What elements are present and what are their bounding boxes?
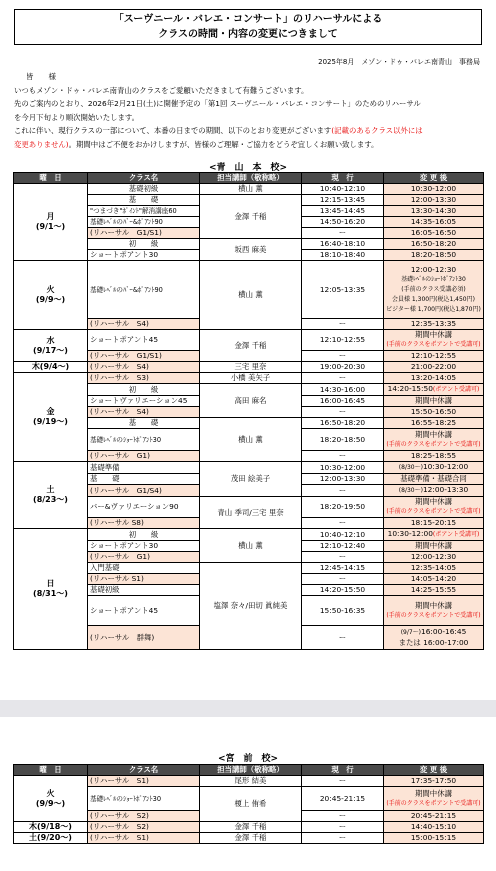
- table-header-row: [14, 765, 484, 776]
- table-cell: 期間中休講 (手前のクラスをポアントで受講可): [384, 497, 484, 518]
- table-cell: 12:10-12:55: [302, 330, 384, 351]
- notice-body: [14, 84, 482, 151]
- table-cell: 13:30-14:30: [384, 206, 484, 217]
- day-cell-wed: 水 (9/17～): [14, 330, 88, 362]
- header-class: クラス名: [88, 173, 200, 184]
- table-cell: (リハーサル S3): [88, 373, 200, 384]
- table-cell: 金澤 千稲: [200, 330, 302, 362]
- table-cell: ー: [302, 574, 384, 585]
- table-row: [14, 184, 484, 195]
- table-cell: 14:35-16:05: [384, 217, 484, 228]
- table-cell: (リハーサル S4): [88, 407, 200, 418]
- table-cell: 15:00-15:15: [384, 833, 484, 844]
- table-cell: ー: [302, 811, 384, 822]
- table-cell: 基礎ﾚﾍﾞﾙのﾊﾞｰ&ﾎﾟｱﾝﾄ90: [88, 217, 200, 228]
- tue-shortpointe-cell: 12:00-12:30 基礎ﾚﾍﾞﾙのｼｮｰﾄﾎﾟｱﾝﾄ30 (手前のクラス受講必須) 会員様 1,300円(税込1,450円) ビジター様 1,700円(税込1,870円): [384, 261, 484, 319]
- table-cell: ー: [302, 407, 384, 418]
- table-cell: 期間中休講: [384, 541, 484, 552]
- table-cell: 基礎初級: [88, 585, 200, 596]
- table-row: [14, 373, 484, 384]
- table-cell: 12:10-12:55: [384, 351, 484, 362]
- table-row: [14, 462, 484, 474]
- day-cell-thu: 木(9/4～): [14, 362, 88, 373]
- table-cell: 20:45-21:15: [384, 811, 484, 822]
- table-cell: 12:35-14:05: [384, 563, 484, 574]
- table-cell: (8/30～)12:00-13:30: [384, 485, 484, 497]
- table-cell: (リハーサル S1): [88, 574, 200, 585]
- table-cell: 15:50-16:35: [302, 596, 384, 626]
- table-cell: 青山 季司/三宅 里奈: [200, 497, 302, 529]
- table-cell: (リハーサル G1): [88, 451, 200, 462]
- table-cell: ショートポアント30: [88, 250, 200, 261]
- body-note-red: (記載のあるクラス以外には: [331, 126, 423, 136]
- day-cell-mon: 月 (9/1～): [14, 184, 88, 261]
- day-cell-sat: 土 (8/23～): [14, 462, 88, 529]
- table-cell: 10:40-12:10: [302, 529, 384, 541]
- body-line-3: を今月下旬より順次開始いたします。: [14, 112, 140, 122]
- table-cell: ー: [302, 373, 384, 384]
- table-cell: 18:25-18:55: [384, 451, 484, 462]
- table-cell: 期間中休講 (手前のクラスをポアントで受講可): [384, 330, 484, 351]
- table-cell: 基 礎: [88, 418, 200, 429]
- table-cell: ー: [302, 626, 384, 650]
- table-cell: 三宅 里奈: [200, 362, 302, 373]
- table-cell: (リハーサル S4): [88, 319, 200, 330]
- day-cell-tue: 火 (9/9～): [14, 261, 88, 330]
- table-cell: 14:25-15:55: [384, 585, 484, 596]
- header-current: 現 行: [302, 173, 384, 184]
- table-cell: 12:00-12:30: [384, 552, 484, 563]
- table-cell: 横山 薫: [200, 529, 302, 563]
- table-cell: 塩澤 奈々/田切 眞純美: [200, 563, 302, 650]
- table-cell: 18:10-18:40: [302, 250, 384, 261]
- table-cell: 19:00-20:30: [302, 362, 384, 373]
- miyamae-schedule-table: [13, 764, 484, 844]
- table-cell: "つまづき"ﾎﾟｲﾝﾄ"解消講座60: [88, 206, 200, 217]
- table-cell: 基礎初級: [88, 184, 200, 195]
- table-cell: (リハーサル S8): [88, 518, 200, 529]
- table-cell: 基礎ﾚﾍﾞﾙのﾊﾞｰ&ﾎﾟｱﾝﾄ90: [88, 261, 200, 319]
- table-cell: 期間中休講 (手前のクラスをポアントで受講可): [384, 596, 484, 626]
- table-cell: 20:45-21:15: [302, 787, 384, 811]
- table-cell: 12:05-13:35: [302, 261, 384, 319]
- table-cell: 金澤 千稲: [200, 822, 302, 833]
- body-note-red-2: 変更ありません): [14, 139, 69, 149]
- table-cell: 初 級: [88, 384, 200, 396]
- table-cell: (リハーサル 群舞): [88, 626, 200, 650]
- table-row: [14, 833, 484, 844]
- body-line-5: 変更ありません)。期間中はご不便をおかけしますが、皆様のご理解・ご協力をどうぞ宜しくお願い致します。: [14, 139, 379, 149]
- table-cell: 茂田 絵美子: [200, 462, 302, 497]
- table-cell: 金澤 千稲: [200, 833, 302, 844]
- table-cell: バー&ヴァリエーション90: [88, 497, 200, 518]
- table-cell: 14:20-15:50(ポアント受講可): [384, 384, 484, 396]
- school-heading-miyamae: <宮 前 校>: [217, 754, 279, 764]
- header-cell: 現 行: [302, 765, 384, 776]
- table-cell: 13:20-14:05: [384, 373, 484, 384]
- table-cell: 期間中休講 (手前のクラスをポアントで受講可): [384, 429, 484, 451]
- table-cell: 12:10-12:40: [302, 541, 384, 552]
- body-line-4: これに伴い、現行クラスの一部について、本番の日までの期間、以下のとおり変更がございます(記載のあるクラス以外には: [14, 126, 423, 136]
- table-cell: ショートヴァリエーション45: [88, 396, 200, 407]
- table-cell: 基 礎: [88, 474, 200, 485]
- table-cell: 14:50-16:20: [302, 217, 384, 228]
- table-cell: ー: [302, 351, 384, 362]
- table-cell: 横山 薫: [200, 261, 302, 330]
- table-cell: 坂西 麻美: [200, 239, 302, 261]
- header-cell: クラス名: [88, 765, 200, 776]
- table-cell: 初 級: [88, 239, 200, 250]
- table-cell: 小橋 美矢子: [200, 373, 302, 384]
- body-line-1: いつもメゾン・ドゥ・バレエ南青山のクラスをご愛顧いただきまして有難うございます。: [14, 86, 309, 95]
- header-cell: 担当講師（敬称略）: [200, 765, 302, 776]
- table-row: [14, 330, 484, 351]
- table-header-row: [14, 173, 484, 184]
- day-cell-fri: 金 (9/19～): [14, 373, 88, 462]
- aoyama-schedule-table: [13, 172, 484, 650]
- table-cell: 21:00-22:00: [384, 362, 484, 373]
- table-cell: 12:00-13:30: [302, 474, 384, 485]
- table-cell: 10:30-12:00: [384, 184, 484, 195]
- table-row: [14, 362, 484, 373]
- table-cell: 12:15-13:45: [302, 195, 384, 206]
- table-cell: (リハーサル S4): [88, 362, 200, 373]
- table-cell: 横山 薫: [200, 184, 302, 195]
- header-teacher: 担当講師（敬称略）: [200, 173, 302, 184]
- issuer-line: 2025年8月 メゾン・ドゥ・バレエ南青山 事務局: [318, 58, 480, 66]
- header-cell: 変 更 後: [384, 765, 484, 776]
- table-cell: ー: [302, 822, 384, 833]
- table-cell: 18:20-18:50: [384, 250, 484, 261]
- table-cell: 基礎準備: [88, 462, 200, 474]
- table-cell: (リハーサル G1): [88, 552, 200, 563]
- table-cell: 14:40-15:10: [384, 822, 484, 833]
- table-cell: 12:35-13:35: [384, 319, 484, 330]
- table-row: [14, 261, 484, 319]
- day-cell-miyamae-tue: 火 (9/9～): [14, 776, 88, 822]
- table-cell: 18:20-18:50: [302, 429, 384, 451]
- table-cell: 18:20-19:50: [302, 497, 384, 518]
- table-cell: 16:05-16:50: [384, 228, 484, 239]
- table-cell: 10:40-12:10: [302, 184, 384, 195]
- day-cell-sun: 日 (8/31～): [14, 529, 88, 650]
- table-cell: 榎上 侑希: [200, 787, 302, 822]
- table-cell: 基礎ﾚﾍﾞﾙのｼｮｰﾄﾎﾟｱﾝﾄ30: [88, 429, 200, 451]
- table-cell: 期間中休講: [384, 396, 484, 407]
- table-cell: (リハーサル G1/S4): [88, 485, 200, 497]
- table-cell: 基 礎: [88, 195, 200, 206]
- table-cell: ショートポアント45: [88, 596, 200, 626]
- table-row: [14, 776, 484, 787]
- table-cell: ー: [302, 485, 384, 497]
- table-cell: ー: [302, 776, 384, 787]
- table-cell: 横山 薫: [200, 418, 302, 462]
- table-cell: 16:00-16:45: [302, 396, 384, 407]
- school-heading-aoyama: <青 山 本 校>: [208, 163, 288, 173]
- table-row: [14, 529, 484, 541]
- table-cell: 10:30-12:00(ポアント受講可): [384, 529, 484, 541]
- table-cell: 13:45-14:45: [302, 206, 384, 217]
- header-cell: 曜 日: [14, 765, 88, 776]
- table-cell: (リハーサル S1): [88, 833, 200, 844]
- table-cell: 16:50-18:20: [302, 418, 384, 429]
- table-cell: 12:00-13:30: [384, 195, 484, 206]
- table-cell: 15:50-16:50: [384, 407, 484, 418]
- table-cell: 基礎ﾚﾍﾞﾙのｼｮｰﾄﾎﾟｱﾝﾄ30: [88, 787, 200, 811]
- greeting: 皆 様: [26, 72, 56, 81]
- table-cell: 期間中休講 (手前のクラスをポアントで受講可): [384, 787, 484, 811]
- table-cell: (リハーサル S1): [88, 776, 200, 787]
- table-cell: ー: [302, 552, 384, 563]
- table-cell: 17:35-17:50: [384, 776, 484, 787]
- document-page-2: [0, 717, 496, 871]
- table-cell: 16:50-18:20: [384, 239, 484, 250]
- table-cell: 16:55-18:25: [384, 418, 484, 429]
- table-cell: (9/7～)16:00-16:45 または 16:00-17:00: [384, 626, 484, 650]
- title-line-1: 「スーヴニール・バレエ・コンサート」のリハーサルによる: [113, 14, 383, 25]
- table-cell: 14:30-16:00: [302, 384, 384, 396]
- table-cell: ー: [302, 451, 384, 462]
- table-cell: 尾形 結美: [200, 776, 302, 787]
- table-cell: (リハーサル S2): [88, 822, 200, 833]
- table-cell: 高田 麻名: [200, 384, 302, 418]
- table-cell: (リハーサル G1/S1): [88, 351, 200, 362]
- header-changed: 変 更 後: [384, 173, 484, 184]
- table-cell: 入門基礎: [88, 563, 200, 574]
- table-cell: ショートポアント45: [88, 330, 200, 351]
- table-cell: 18:15-20:15: [384, 518, 484, 529]
- table-cell: ー: [302, 518, 384, 529]
- table-cell: 16:40-18:10: [302, 239, 384, 250]
- table-cell: 初 級: [88, 529, 200, 541]
- table-cell: (8/30～)10:30-12:00: [384, 462, 484, 474]
- table-cell: ー: [302, 228, 384, 239]
- table-cell: 12:45-14:15: [302, 563, 384, 574]
- table-cell: 14:20-15:50: [302, 585, 384, 596]
- body-line-2: 先のご案内のとおり、2026年2月21日(土)に開催予定の「第1回 スーヴニール・バレエ・コンサート」のためのリハーサル: [14, 99, 421, 109]
- table-cell: ショートポアント30: [88, 541, 200, 552]
- header-day: 曜 日: [14, 173, 88, 184]
- table-cell: 10:30-12:00: [302, 462, 384, 474]
- table-row: [14, 822, 484, 833]
- table-cell: 土(9/20～): [14, 833, 88, 844]
- table-cell: ー: [302, 833, 384, 844]
- table-cell: 木(9/18～): [14, 822, 88, 833]
- table-cell: 14:05-14:20: [384, 574, 484, 585]
- table-cell: ー: [302, 319, 384, 330]
- title-line-2: クラスの時間・内容の変更につきまして: [158, 29, 338, 40]
- table-cell: 金澤 千稲: [200, 195, 302, 239]
- notice-title: [14, 9, 482, 45]
- table-cell: 基礎準備・基礎合同: [384, 474, 484, 485]
- table-cell: (リハーサル G1/S1): [88, 228, 200, 239]
- table-cell: (リハーサル S2): [88, 811, 200, 822]
